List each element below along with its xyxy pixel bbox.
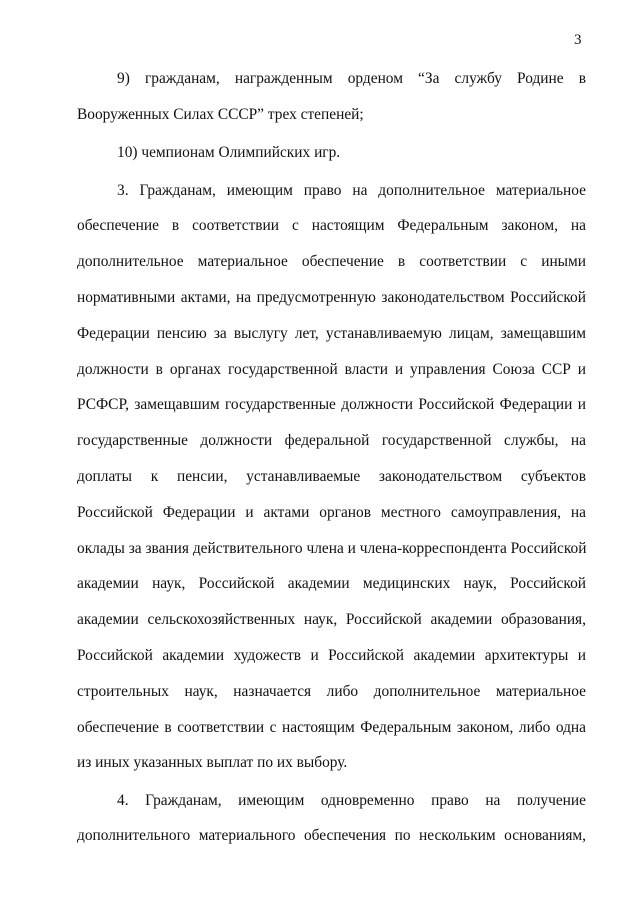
paragraph-3-line-15: строительных наук, назначается либо дополнительное материальное xyxy=(77,683,586,700)
paragraph-3-line-4: нормативными актами, на предусмотренную законодательством Российской xyxy=(77,289,586,306)
paragraph-4-line-1: 4. Гражданам, имеющим одновременно право на получение xyxy=(117,792,586,809)
paragraph-3-line-2: обеспечение в соответствии с настоящим Федеральным законом, на xyxy=(77,217,586,234)
paragraph-3-line-16: обеспечение в соответствии с настоящим Федеральным законом, либо одна xyxy=(77,719,586,736)
list-item-9-line-1: 9) гражданам, награжденным орденом “За службу Родине в xyxy=(117,70,586,87)
page-number: 3 xyxy=(574,32,582,48)
paragraph-3-line-6: должности в органах государственной власти и управления Союза ССР и xyxy=(77,361,586,378)
paragraph-3-line-12: академии наук, Российской академии медицинских наук, Российской xyxy=(77,575,586,592)
list-item-9-line-2: Вооруженных Силах СССР” трех степеней; xyxy=(77,106,364,123)
paragraph-3-line-10: Российской Федерации и актами органов местного самоуправления, на xyxy=(77,504,586,521)
paragraph-3-line-11: оклады за звания действительного члена и члена-корреспондента Российской xyxy=(77,540,587,557)
paragraph-3-line-3: дополнительное материальное обеспечение в соответствии с иными xyxy=(77,253,586,270)
paragraph-3-line-8: государственные должности федеральной государственной службы, на xyxy=(77,432,586,449)
paragraph-3-line-1: 3. Гражданам, имеющим право на дополнительное материальное xyxy=(117,182,586,199)
paragraph-3-line-17: из иных указанных выплат по их выбору. xyxy=(77,754,348,771)
paragraph-3-line-13: академии сельскохозяйственных наук, Российской академии образования, xyxy=(77,611,586,628)
paragraph-3-line-9: доплаты к пенсии, устанавливаемые законодательством субъектов xyxy=(77,468,586,485)
list-item-10: 10) чемпионам Олимпийских игр. xyxy=(117,144,341,161)
paragraph-3-line-14: Российской академии художеств и Российской академии архитектуры и xyxy=(77,647,586,664)
paragraph-3-line-7: РСФСР, замещавшим государственные должности Российской Федерации и xyxy=(77,396,586,413)
paragraph-3-line-5: Федерации пенсию за выслугу лет, устанавливаемую лицам, замещавшим xyxy=(77,325,586,342)
paragraph-4-line-2: дополнительного материального обеспечения по нескольким основаниям, xyxy=(77,827,586,844)
